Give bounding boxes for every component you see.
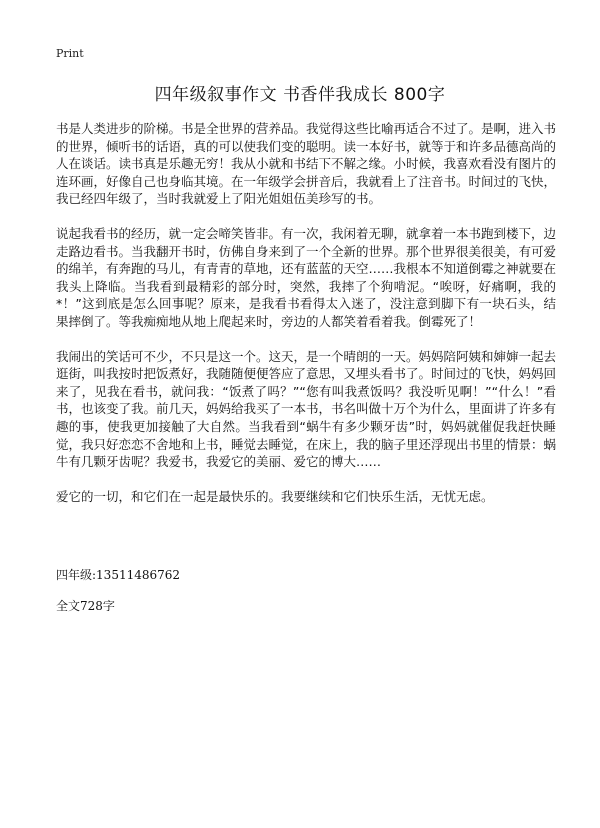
print-link[interactable]: Print	[56, 47, 84, 60]
article-title: 四年级叙事作文 书香伴我成长 800字	[154, 85, 446, 105]
article-paragraph: 书是人类进步的阶梯。书是全世界的营养品。我觉得这些比喻再适合不过了。是啊，进入书的世界，倾听书的话语，真的可以使我们变的聪明。读一本好书，就等于和许多品德高尚的人在谈话。读书真是乐趣无穷！我从小就和书结下不解之缘。小时候，我喜欢看没有图片的连环画，好像自己也身临其境。在一年级学会拼音后，我就看上了注音书。时间过的飞快，我已经四年级了，当时我就爱上了阳光姐姐伍美珍写的书。	[56, 121, 557, 207]
article-paragraph: 爱它的一切，和它们在一起是最快乐的。我要继续和它们快乐生活，无忧无虑。	[56, 488, 494, 504]
word-count: 全文728字	[56, 599, 115, 613]
grade-line: 四年级:13511486762	[56, 568, 181, 582]
article-paragraph: 我闹出的笑话可不少，不只是这一个。这天，是一个晴朗的一天。妈妈陪阿姨和婶婶一起去逛街，叫我按时把饭煮好，我随随便便答应了意思，又埋头看书了。时间过的飞快，妈妈回来了，见我在看书，就问我：“饭煮了吗？”“您有叫我煮饭吗？我没听见啊！”“什么！”看书，也该变了我。前几天，妈妈给我买了一本书，书名叫做十万个为什么，里面讲了许多有趣的事，使我更加接触了大自然。当我看到“蜗牛有多少颗牙齿”时，妈妈就催促我赶快睡觉，我只好恋恋不舍地和上书，睡觉去睡觉，在床上，我的脑子里还浮现出书里的情景：蜗牛有几颗牙齿呢？我爱书，我爱它的美丽、爱它的博大……	[56, 348, 557, 470]
article-body	[56, 120, 556, 522]
article-paragraph: 说起我看书的经历，就一定会啼笑皆非。有一次，我闲着无聊，就拿着一本书跑到楼下，边走路边看书。当我翻开书时，仿佛自身来到了一个全新的世界。那个世界很美很美，有可爱的绵羊，有奔跑的马儿，有青青的草地，还有蓝蓝的天空……我根本不知道倒霉之神就要在我头上降临。当我看到最精彩的部分时，突然，我摔了个狗啃泥。“唉呀，好痛啊，我的*！”这到底是怎么回事呢？原来，是我看书看得太入迷了，没注意到脚下有一块石头，结果摔倒了。等我痴痴地从地上爬起来时，旁边的人都笑着看着我。倒霉死了！	[56, 225, 557, 329]
